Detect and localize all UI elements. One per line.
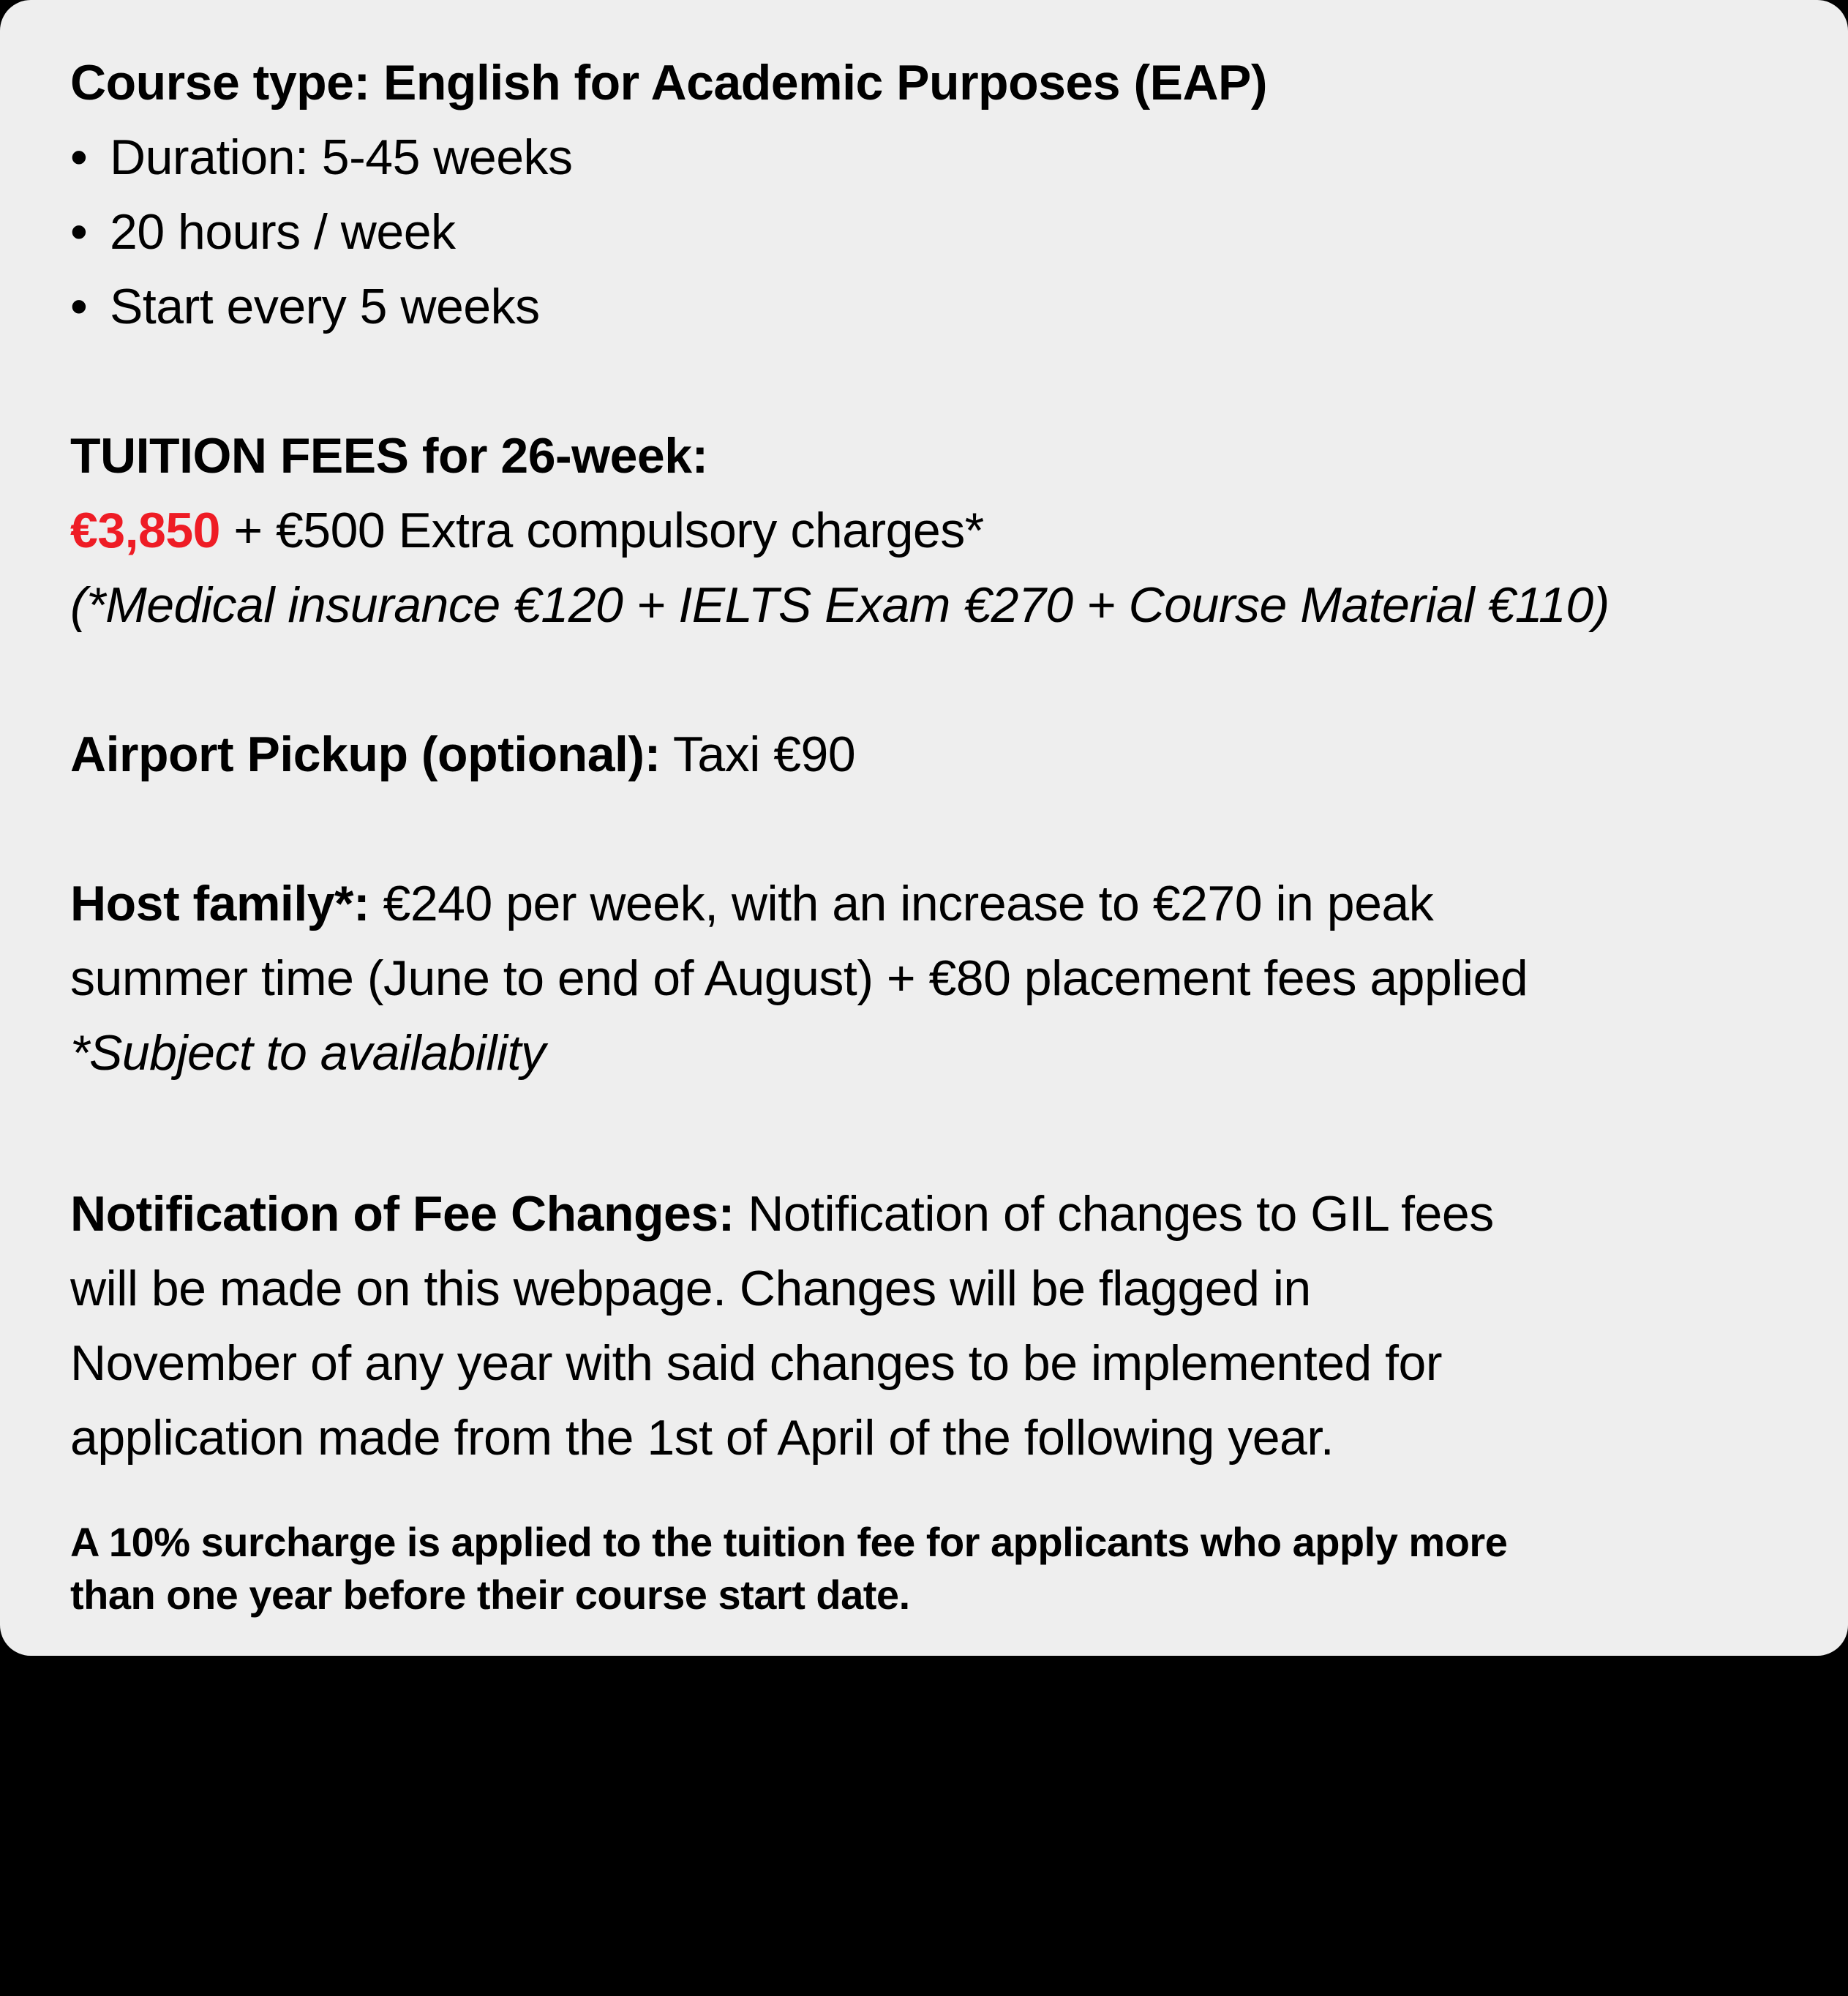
- spacer: [70, 792, 1804, 866]
- bottom-black-area: [0, 1656, 1848, 1996]
- fee-changes-line-1: [70, 1177, 1804, 1251]
- bullet-text: Start every 5 weeks: [110, 279, 540, 334]
- fee-changes-line-2: will be made on this webpage. Changes will be flagged in: [70, 1261, 1311, 1316]
- bullet-duration: [70, 120, 1804, 195]
- spacer: [70, 1090, 1804, 1177]
- airport-pickup-value: Taxi €90: [660, 727, 856, 782]
- tuition-extra-charges: + €500 Extra compulsory charges*: [219, 503, 984, 558]
- airport-pickup-line: [70, 717, 1804, 792]
- airport-pickup-label: Airport Pickup (optional):: [70, 727, 661, 782]
- host-family-note: *Subject to availability: [70, 1025, 546, 1081]
- host-family-line-1: [70, 866, 1804, 941]
- spacer: [70, 642, 1804, 717]
- fee-changes-line-3: November of any year with said changes to be implemented for: [70, 1335, 1442, 1391]
- fee-changes-label: Notification of Fee Changes:: [70, 1186, 735, 1242]
- host-family-text: €240 per week, with an increase to €270 in peak: [369, 876, 1434, 931]
- tuition-price-line: [70, 493, 1804, 568]
- spacer: [70, 344, 1804, 419]
- surcharge-line-1: A 10% surcharge is applied to the tuition fee for applicants who apply more: [70, 1519, 1508, 1565]
- bullet-start: [70, 269, 1804, 344]
- host-family-line-2: summer time (June to end of August) + €80 placement fees applied: [70, 950, 1528, 1006]
- tuition-price: €3,850: [70, 503, 220, 558]
- fee-changes-line-4: application made from the 1st of April of the following year.: [70, 1410, 1334, 1466]
- bullet-text: 20 hours / week: [110, 204, 456, 260]
- course-type-heading: Course type: English for Academic Purposes (EAP): [70, 55, 1268, 110]
- bullet-text: Duration: 5-45 weeks: [110, 130, 573, 185]
- fee-changes-text: Notification of changes to GIL fees: [734, 1186, 1494, 1242]
- bullet-icon: •: [70, 130, 88, 185]
- tuition-heading: TUITION FEES for 26-week:: [70, 428, 708, 484]
- tuition-breakdown: (*Medical insurance €120 + IELTS Exam €270 + Course Material €110): [70, 577, 1610, 633]
- host-family-label: Host family*:: [70, 876, 370, 931]
- spacer: [70, 1475, 1804, 1516]
- surcharge-line-2: than one year before their course start date.: [70, 1572, 910, 1618]
- bullet-hours: [70, 195, 1804, 269]
- bullet-icon: •: [70, 279, 88, 334]
- bullet-icon: •: [70, 204, 88, 260]
